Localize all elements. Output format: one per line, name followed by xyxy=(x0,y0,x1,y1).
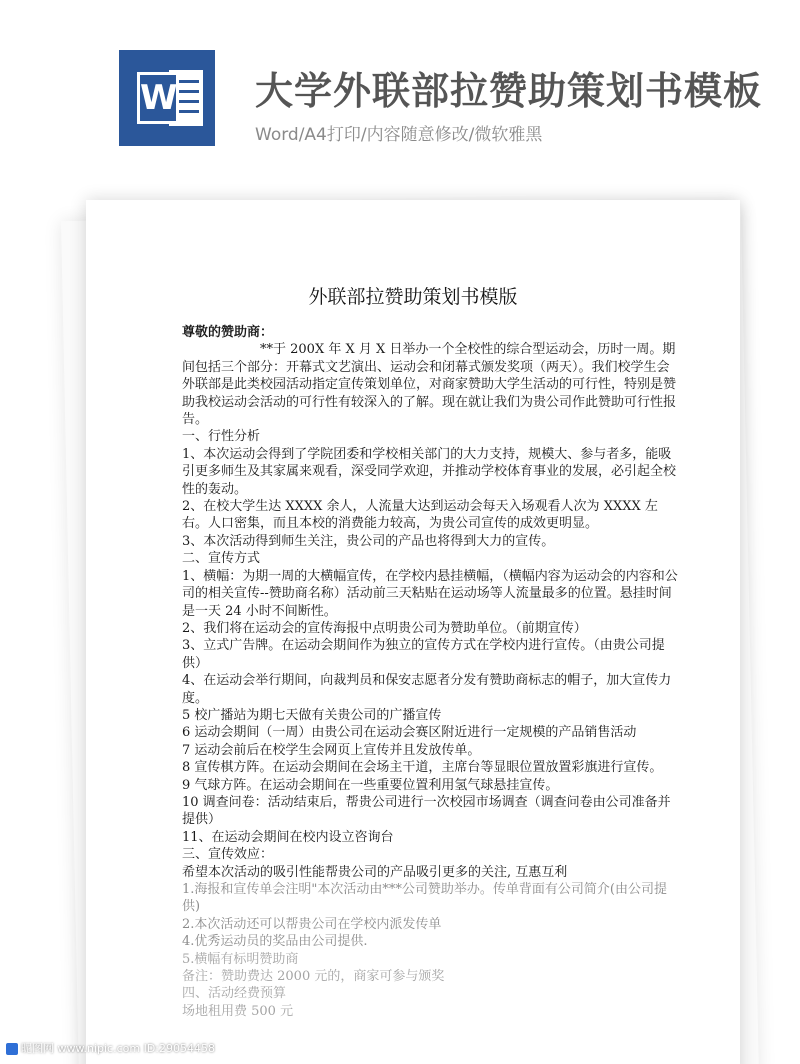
word-app-icon xyxy=(119,50,215,146)
word-icon-letter: W xyxy=(137,72,179,124)
paragraph: 5.横幅有标明赞助商 xyxy=(182,951,299,967)
page-subtitle: Word/A4打印/内容随意修改/微软雅黑 xyxy=(255,125,543,145)
intro-paragraph: **于 200X 年 X 月 X 日举办一个全校性的综合型运动会，历时一周。期间包括三个部分：开幕式文艺演出、运动会和闭幕式颁发奖项（两天）。我们校学生会外联部是此类校园活动指定宣传策划单位，对商家赞助大学生活动的可行性，特别是赞助我校运动会活动的可行性有较深入的了解。现在就让我们为贵公司作此赞助可行性报告。 xyxy=(182,342,677,428)
document-body xyxy=(182,324,682,1020)
paragraph: 7 运动会前后在校学生会网页上宣传并且发放传单。 xyxy=(182,742,481,758)
section-heading: 三、宣传效应： xyxy=(182,847,274,863)
watermark xyxy=(6,1040,215,1056)
nipic-logo-icon xyxy=(6,1043,18,1055)
paragraph: 1、本次运动会得到了学院团委和学校相关部门的大力支持，规模大、参与者多，能吸引更多师生及其家属来观看，深受同学欢迎，并推动学校体育事业的发展，必引起全校性的轰动。 xyxy=(182,446,677,497)
paragraph: 2、在校大学生达 XXXX 余人，人流量大达到运动会每天入场观看人次为 XXXX 左右。人口密集，而且本校的消费能力较高，为贵公司宣传的成效更明显。 xyxy=(182,499,658,532)
paragraph: 1、横幅：为期一周的大横幅宣传，在学校内悬挂横幅，（横幅内容为运动会的内容和公司的相关宣传--赞助商名称）活动前三天粘贴在运动场等人流量最多的位置。悬挂时间是一天 24 小时不间断性。 xyxy=(182,568,678,619)
paragraph: 5 校广播站为期七天做有关贵公司的广播宣传 xyxy=(182,707,442,723)
document-title: 外联部拉赞助策划书模版 xyxy=(308,286,518,308)
watermark-text: 昵图网 www.nipic.com ID:29054458 xyxy=(21,1042,215,1055)
paragraph: 10 调查问卷：活动结束后，帮贵公司进行一次校园市场调查（调查问卷由公司准备并提供） xyxy=(182,794,671,828)
paragraph: 1.海报和宣传单会注明"本次活动由***公司赞助举办。传单背面有公司简介(由公司提供) xyxy=(182,882,667,915)
paragraph: 4、在运动会举行期间，向裁判员和保安志愿者分发有赞助商标志的帽子，加大宣传力度。 xyxy=(182,673,672,706)
page-title: 大学外联部拉赞助策划书模板 xyxy=(255,69,763,113)
paragraph: 4.优秀运动员的奖品由公司提供. xyxy=(182,934,368,950)
paragraph: 3、本次活动得到师生关注，贵公司的产品也将得到大力的宣传。 xyxy=(182,533,555,549)
paragraph: 希望本次活动的吸引性能帮贵公司的产品吸引更多的关注, 互惠互利 xyxy=(182,864,568,880)
paragraph: 11、在运动会期间在校内设立咨询台 xyxy=(182,829,394,845)
section-heading: 二、宣传方式 xyxy=(182,551,261,567)
paragraph: 6 运动会期间（一周）由贵公司在运动会赛区附近进行一定规模的产品销售活动 xyxy=(182,725,637,741)
salutation: 尊敬的赞助商： xyxy=(182,325,274,340)
paragraph: 8 宣传棋方阵。在运动会期间在会场主干道，主席台等显眼位置放置彩旗进行宣传。 xyxy=(182,760,663,776)
paragraph: 备注：赞助费达 2000 元的，商家可参与颁奖 xyxy=(182,969,445,985)
section-heading: 四、活动经费预算 xyxy=(182,986,287,1002)
paragraph: 9 气球方阵。在运动会期间在一些重要位置利用氢气球悬挂宣传。 xyxy=(182,777,559,793)
section-heading: 一、行性分析 xyxy=(182,429,261,445)
paragraph: 场地租用费 500 元 xyxy=(182,1003,294,1019)
paragraph: 3、立式广告牌。在运动会期间作为独立的宣传方式在学校内进行宣传。（由贵公司提供） xyxy=(182,638,665,671)
paragraph: 2、我们将在运动会的宣传海报中点明贵公司为赞助单位。（前期宣传） xyxy=(182,620,587,636)
document-page xyxy=(86,200,740,1064)
paragraph: 2.本次活动还可以帮贵公司在学校内派发传单 xyxy=(182,916,442,932)
